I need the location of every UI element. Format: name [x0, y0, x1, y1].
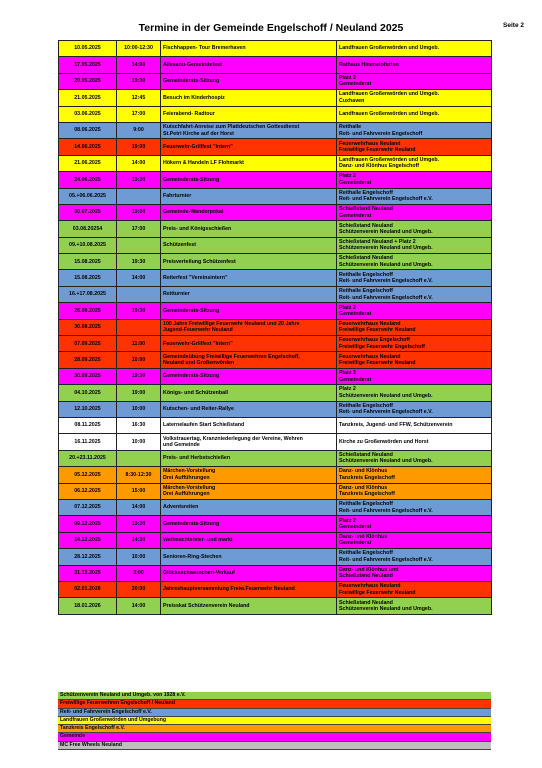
event-name-cell: Senioren-Ring-Stechen	[161, 549, 337, 565]
event-row	[59, 73, 492, 89]
event-row	[59, 188, 492, 204]
event-date-cell: 30.09.2025	[59, 368, 117, 384]
event-date-cell: 31.12.2025	[59, 565, 117, 581]
event-name-cell: Gemeinderats-Sitzung	[161, 172, 337, 188]
event-time-cell: 17:00	[117, 221, 161, 237]
event-organizer-cell: Reithalle Engelschoff Reit- und Fahrverein Engelschoff e.V.	[337, 401, 492, 417]
event-organizer-cell: Landfrauen Großenwörden und Umgeb.	[337, 41, 492, 57]
event-date-cell: 20.+23.11.2025	[59, 450, 117, 466]
event-row	[59, 106, 492, 122]
event-row	[59, 319, 492, 335]
legend-item: Landfrauen Großenwörden und Umgebung	[58, 717, 491, 725]
event-row	[59, 352, 492, 368]
events-table-body	[59, 41, 492, 615]
event-date-cell: 03.06.2025	[59, 106, 117, 122]
event-name-cell: 100 Jahre Freiwillige Feuerwehr Neuland und 20 Jahre Jugend-Feuerwehr Neuland	[161, 319, 337, 335]
event-row	[59, 237, 492, 253]
event-organizer-cell: Reithalle Engelschoff Reit- und Fahrverein Engelschoff e.V.	[337, 549, 492, 565]
event-time-cell	[117, 319, 161, 335]
event-time-cell: 14:00	[117, 499, 161, 515]
event-row	[59, 122, 492, 138]
event-row	[59, 139, 492, 155]
event-row	[59, 286, 492, 302]
event-time-cell: 8:30-12:30	[117, 467, 161, 483]
event-name-cell: Gemeinde-Wanderpokal	[161, 204, 337, 220]
event-row	[59, 303, 492, 319]
legend-item: Schützenverein Neuland und Umgeb. von 1928 e.V.	[58, 692, 491, 700]
event-organizer-cell: Landfrauen Großenwörden und Umgeb.	[337, 106, 492, 122]
event-organizer-cell: Rathaus Himmelpforten	[337, 57, 492, 73]
event-name-cell: Feuerwehr-Grillfest "Intern"	[161, 139, 337, 155]
event-time-cell: 19:30	[117, 73, 161, 89]
event-name-cell: Fahrturnier	[161, 188, 337, 204]
event-date-cell: 30.07.2025	[59, 204, 117, 220]
event-name-cell: Hökern & Handeln LF Flohmarkt	[161, 155, 337, 171]
event-row	[59, 516, 492, 532]
event-time-cell: 10:00	[117, 549, 161, 565]
event-organizer-cell: Danz- und Klönhus Tanzkreis Engelschoff	[337, 467, 492, 483]
legend-item: Gemeinde	[58, 733, 491, 741]
event-organizer-cell: Schießstand Neuland Schützenverein Neuland und Umgeb.	[337, 598, 492, 614]
event-name-cell: Jahreshauptversammlung Freiw.Feuerwehr Neuland	[161, 581, 337, 597]
event-date-cell: 21.05.2025	[59, 90, 117, 106]
event-name-cell: Kutschfahrt-Anreise zum Plattdeutschen Gottesdienst St.Petri Kirche auf der Horst	[161, 122, 337, 138]
event-time-cell: 3:00	[117, 565, 161, 581]
event-name-cell: Königs- und Schützenball	[161, 385, 337, 401]
event-time-cell: 11:00	[117, 336, 161, 352]
event-date-cell: 07.09.2025	[59, 336, 117, 352]
event-date-cell: 14.06.2025	[59, 139, 117, 155]
event-time-cell: 19:30	[117, 303, 161, 319]
event-date-cell: 18.01.2026	[59, 598, 117, 614]
event-date-cell: 16.+17.08.2025	[59, 286, 117, 302]
event-date-cell: 05.12.2025	[59, 467, 117, 483]
event-time-cell	[117, 450, 161, 466]
event-organizer-cell: Danz- und Klönhus und Schießstand Neuland	[337, 565, 492, 581]
event-name-cell: Gemeinderats-Sitzung	[161, 516, 337, 532]
event-time-cell: 20:00	[117, 581, 161, 597]
event-time-cell	[117, 188, 161, 204]
event-organizer-cell: Feuerwehrhaus Engelschoff Freiwillige Feuerwehr Engelschoff	[337, 336, 492, 352]
event-row	[59, 221, 492, 237]
event-name-cell: Schützenfest	[161, 237, 337, 253]
event-organizer-cell: Platz 2 Gemeinderat	[337, 368, 492, 384]
event-date-cell: 08.11.2025	[59, 417, 117, 433]
event-date-cell: 26.08.2025	[59, 303, 117, 319]
event-name-cell: Preisverteilung Schützenfest	[161, 254, 337, 270]
event-row	[59, 270, 492, 286]
event-time-cell: 14:00	[117, 155, 161, 171]
event-organizer-cell: Feuerwehrhaus Neuland Freiwillige Feuerwehr Neuland	[337, 139, 492, 155]
event-time-cell: 19:00	[117, 204, 161, 220]
event-organizer-cell: Reithalle Engelschoff Reit- und Fahrverein Engelschoff e.V.	[337, 499, 492, 515]
event-organizer-cell: Reithalle Engelschoff Reit- und Fahrverein Engelschoff e.V.	[337, 270, 492, 286]
event-row	[59, 41, 492, 57]
event-row	[59, 204, 492, 220]
color-legend	[58, 692, 491, 750]
event-row	[59, 467, 492, 483]
event-date-cell: 03.08.20254	[59, 221, 117, 237]
event-time-cell: 14:00	[117, 270, 161, 286]
event-name-cell: Besuch im Kinderhospiz	[161, 90, 337, 106]
event-time-cell: 19:00	[117, 139, 161, 155]
event-name-cell: Gemeinderats-Sitzung	[161, 368, 337, 384]
event-organizer-cell: Feuerwehrhaus Neuland Freiwillige Feuerwehr Neuland	[337, 581, 492, 597]
event-row	[59, 254, 492, 270]
event-time-cell: 19:30	[117, 368, 161, 384]
event-time-cell	[117, 237, 161, 253]
event-row	[59, 565, 492, 581]
event-name-cell: Reiterfest "Vereinsintern"	[161, 270, 337, 286]
event-date-cell: 02.01.2026	[59, 581, 117, 597]
event-name-cell: Feierabend- Radtour	[161, 106, 337, 122]
event-time-cell: 14:30	[117, 532, 161, 548]
event-organizer-cell: Reithalle Engelschoff Reit- und Fahrverein Engelschoff e.V.	[337, 188, 492, 204]
event-date-cell: 15.08.2025	[59, 254, 117, 270]
event-row	[59, 155, 492, 171]
event-date-cell: 12.10.2025	[59, 401, 117, 417]
event-name-cell: Märchen-Vorstellung Drei Aufführungen	[161, 483, 337, 499]
event-date-cell: 10.05.2025	[59, 41, 117, 57]
event-time-cell: 14:00	[117, 598, 161, 614]
event-date-cell: 24.06.2025	[59, 172, 117, 188]
event-name-cell: Feuerwehr-Grillfest "Intern"	[161, 336, 337, 352]
events-table	[58, 40, 492, 615]
event-organizer-cell: Schießstand Neuland Schützenverein Neuland und Umgeb.	[337, 254, 492, 270]
event-row	[59, 581, 492, 597]
event-time-cell: 19:30	[117, 172, 161, 188]
event-name-cell: Preis- und Herbstschießen	[161, 450, 337, 466]
event-name-cell: Gemeinderats-Sitzung	[161, 303, 337, 319]
event-name-cell: Glücksschweinchen-Verkauf	[161, 565, 337, 581]
event-organizer-cell: Danz- und Klönhus Tanzkreis Engelschoff	[337, 483, 492, 499]
event-organizer-cell: Platz 2 Gemeinderat	[337, 516, 492, 532]
event-date-cell: 15.08.2025	[59, 270, 117, 286]
event-row	[59, 90, 492, 106]
event-date-cell: 08.06.2025	[59, 122, 117, 138]
page-number: Seite 2	[503, 22, 524, 29]
event-row	[59, 385, 492, 401]
event-organizer-cell: Reithalle Reit- und Fahrverein Engelschoff	[337, 122, 492, 138]
event-row	[59, 549, 492, 565]
event-name-cell: Laternelaufen Start Schießstand	[161, 417, 337, 433]
event-time-cell: 15:00	[117, 483, 161, 499]
event-name-cell: Gemeindeübung Freiwillige Feuerwehren Engelschoff, Neuland und Großenwörden	[161, 352, 337, 368]
event-date-cell: 05.+06.06.2025	[59, 188, 117, 204]
event-date-cell: 14.12.2025	[59, 532, 117, 548]
event-time-cell: 19:00	[117, 385, 161, 401]
event-row	[59, 499, 492, 515]
event-time-cell: 19:30	[117, 516, 161, 532]
event-name-cell: Adventsreiten	[161, 499, 337, 515]
event-date-cell: 20.05.2025	[59, 73, 117, 89]
legend-item: MC Free Wheels Neuland	[58, 742, 491, 750]
event-time-cell: 10:00	[117, 434, 161, 450]
event-name-cell: Kutschen- und Reiter-Rallye	[161, 401, 337, 417]
event-time-cell	[117, 286, 161, 302]
legend-item: Tanzkreis Engelschoff e.V.	[58, 725, 491, 733]
event-time-cell: 9:00	[117, 122, 161, 138]
event-name-cell: Reitturnier	[161, 286, 337, 302]
legend-item: Freiwillige Feuerwehren Engelschoff / Neuland	[58, 700, 491, 708]
event-name-cell: Märchen-Vorstellung Drei Aufführungen	[161, 467, 337, 483]
event-date-cell: 16.11.2025	[59, 434, 117, 450]
event-row	[59, 450, 492, 466]
event-organizer-cell: Platz 2 Schützenverein Neuland und Umgeb.	[337, 385, 492, 401]
event-name-cell: Preis- und Königsschießen	[161, 221, 337, 237]
event-time-cell: 19:30	[117, 254, 161, 270]
event-row	[59, 336, 492, 352]
event-name-cell: Gemeinderats-Sitzung	[161, 73, 337, 89]
event-organizer-cell: Landfrauen Großenwörden und Umgeb. Danz- und Klönhus Engelschoff	[337, 155, 492, 171]
event-time-cell: 16:30	[117, 417, 161, 433]
event-name-cell: Allesanu-Gemeindefest	[161, 57, 337, 73]
event-time-cell: 10:00	[117, 352, 161, 368]
event-organizer-cell: Platz 2 Gemeinderat	[337, 303, 492, 319]
event-date-cell: 17.05.2025	[59, 57, 117, 73]
event-organizer-cell: Reithalle Engelschoff Reit- und Fahrverein Engelschoff e.V.	[337, 286, 492, 302]
event-organizer-cell: Platz 2 Gemeinderat	[337, 73, 492, 89]
event-organizer-cell: Danz- und Klönhus Gemeinderat	[337, 532, 492, 548]
event-time-cell: 10:00	[117, 401, 161, 417]
page-title: Termine in der Gemeinde Engelschoff / Neuland 2025	[138, 22, 404, 34]
event-organizer-cell: Schießstand Neuland Gemeinderat	[337, 204, 492, 220]
event-name-cell: Fischhappen- Tour Bremerhaven	[161, 41, 337, 57]
event-date-cell: 28.09.2025	[59, 352, 117, 368]
event-row	[59, 368, 492, 384]
event-date-cell: 09.+10.08.2025	[59, 237, 117, 253]
event-organizer-cell: Platz 2 Gemeinderat	[337, 172, 492, 188]
event-time-cell: 10:00-12:30	[117, 41, 161, 57]
event-date-cell: 09.12.2025	[59, 516, 117, 532]
event-organizer-cell: Feuerwehrhaus Neuland Freiwillige Feuerwehr Neuland	[337, 352, 492, 368]
event-row	[59, 57, 492, 73]
event-organizer-cell: Tanzkreis, Jugend- und FFW, Schützenverein	[337, 417, 492, 433]
event-organizer-cell: Schießstand Neuland + Platz 2 Schützenverein Neuland und Umgeb.	[337, 237, 492, 253]
event-row	[59, 483, 492, 499]
event-organizer-cell: Landfrauen Großenwörden und Umgeb. Cuxhaven	[337, 90, 492, 106]
event-date-cell: 30.08.2025	[59, 319, 117, 335]
legend-item: Reit- und Fahrverein Engelschoff e.V.	[58, 709, 491, 717]
event-organizer-cell: Schießstand Neuland Schützenverein Neuland und Umgeb.	[337, 221, 492, 237]
event-name-cell: Volkstrauertag, Kranzniederlegung der Vereine, Wehren und Gemeinde	[161, 434, 337, 450]
event-organizer-cell: Feuerwehrhaus Neuland Freiwillige Feuerwehr Neuland	[337, 319, 492, 335]
event-date-cell: 06.12.2025	[59, 483, 117, 499]
event-date-cell: 04.10.2025	[59, 385, 117, 401]
event-name-cell: Weihnachtsfeier- und markt	[161, 532, 337, 548]
event-row	[59, 172, 492, 188]
event-name-cell: Preisskat Schützenverein Neuland	[161, 598, 337, 614]
event-row	[59, 434, 492, 450]
event-date-cell: 07.12.2025	[59, 499, 117, 515]
event-date-cell: 28.12.2025	[59, 549, 117, 565]
event-row	[59, 401, 492, 417]
event-time-cell: 12:45	[117, 90, 161, 106]
event-date-cell: 21.06.2025	[59, 155, 117, 171]
event-row	[59, 417, 492, 433]
event-organizer-cell: Kirche zu Großenwörden und Horst	[337, 434, 492, 450]
event-row	[59, 598, 492, 614]
event-time-cell: 17:00	[117, 106, 161, 122]
event-organizer-cell: Schießstand Neuland Schützenverein Neuland und Umgeb.	[337, 450, 492, 466]
event-time-cell: 14:00	[117, 57, 161, 73]
event-row	[59, 532, 492, 548]
